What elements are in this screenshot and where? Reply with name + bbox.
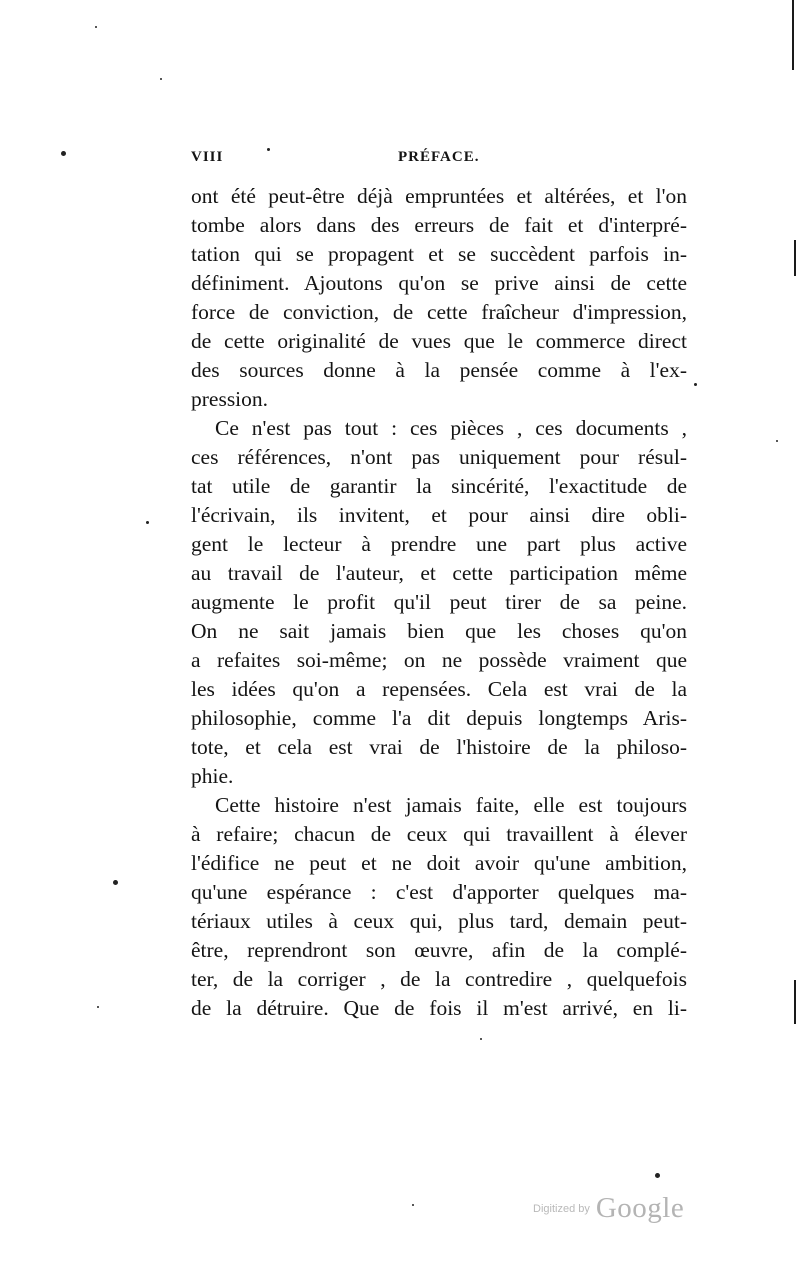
text-line: qu'une espérance : c'est d'apporter quelques ma- xyxy=(191,880,687,904)
text-line: tation qui se propagent et se succèdent parfois in- xyxy=(191,242,687,266)
paragraph-2 xyxy=(191,414,687,791)
text-line: tote, et cela est vrai de l'histoire de la philoso- xyxy=(191,735,687,759)
paragraph-1 xyxy=(191,182,687,414)
text-line: Ce n'est pas tout : ces pièces , ces documents , xyxy=(215,416,687,440)
scan-speck-dot xyxy=(655,1173,660,1178)
text-line: des sources donne à la pensée comme à l'ex- xyxy=(191,358,687,382)
scan-speck-dot xyxy=(480,1038,482,1040)
page-edge-mark xyxy=(792,0,794,70)
paragraph-3 xyxy=(191,791,687,1023)
text-line: l'écrivain, ils invitent, et pour ainsi dire obli- xyxy=(191,503,687,527)
page-number: VIII xyxy=(191,149,224,165)
page-edge-mark xyxy=(794,240,796,276)
text-line: tombe alors dans des erreurs de fait et d'interpré- xyxy=(191,213,687,237)
text-line: gent le lecteur à prendre une part plus active xyxy=(191,532,687,556)
scan-speck-dot xyxy=(95,26,97,28)
scan-speck-dot xyxy=(694,383,697,386)
scan-speck-dot xyxy=(267,148,270,151)
scan-speck-dot xyxy=(776,440,778,442)
text-line: l'édifice ne peut et ne doit avoir qu'une ambition, xyxy=(191,851,687,875)
text-line: ces références, n'ont pas uniquement pour résul- xyxy=(191,445,687,469)
text-line: a refaites soi-même; on ne possède vraiment que xyxy=(191,648,687,672)
text-line: être, reprendront son œuvre, afin de la complé- xyxy=(191,938,687,962)
text-line: Cette histoire n'est jamais faite, elle est toujours xyxy=(215,793,687,817)
text-line: définiment. Ajoutons qu'on se prive ainsi de cette xyxy=(191,271,687,295)
scan-speck-dot xyxy=(113,880,118,885)
text-line: pression. xyxy=(191,387,269,411)
page-header xyxy=(191,149,686,171)
text-line: philosophie, comme l'a dit depuis longtemps Aris- xyxy=(191,706,687,730)
scan-speck-dot xyxy=(160,78,162,80)
text-line: On ne sait jamais bien que les choses qu'on xyxy=(191,619,687,643)
text-line: ter, de la corriger , de la contredire , quelquefois xyxy=(191,967,687,991)
body-text xyxy=(191,182,687,1023)
scan-speck-dot xyxy=(61,151,66,156)
text-line: au travail de l'auteur, et cette participation même xyxy=(191,561,687,585)
text-line: les idées qu'on a repensées. Cela est vrai de la xyxy=(191,677,687,701)
text-line: à refaire; chacun de ceux qui travaillent à élever xyxy=(191,822,687,846)
page-edge-mark xyxy=(794,980,796,1024)
text-line: tériaux utiles à ceux qui, plus tard, demain peut- xyxy=(191,909,687,933)
text-line: de la détruire. Que de fois il m'est arrivé, en li- xyxy=(191,996,687,1020)
scan-speck-dot xyxy=(97,1006,99,1008)
google-logo-icon: Google xyxy=(595,1192,685,1224)
text-line: phie. xyxy=(191,764,234,788)
scan-speck-dot xyxy=(146,521,149,524)
running-title: PRÉFACE. xyxy=(398,149,480,165)
text-line: de cette originalité de vues que le commerce direct xyxy=(191,329,687,353)
digitized-watermark xyxy=(533,1192,684,1225)
text-line: force de conviction, de cette fraîcheur d'impression, xyxy=(191,300,687,324)
scan-speck-dot xyxy=(412,1204,414,1206)
text-line: augmente le profit qu'il peut tirer de sa peine. xyxy=(191,590,687,614)
watermark-prefix: Digitized by xyxy=(533,1202,590,1215)
text-line: ont été peut-être déjà empruntées et altérées, et l'on xyxy=(191,184,687,208)
text-line: tat utile de garantir la sincérité, l'exactitude de xyxy=(191,474,687,498)
